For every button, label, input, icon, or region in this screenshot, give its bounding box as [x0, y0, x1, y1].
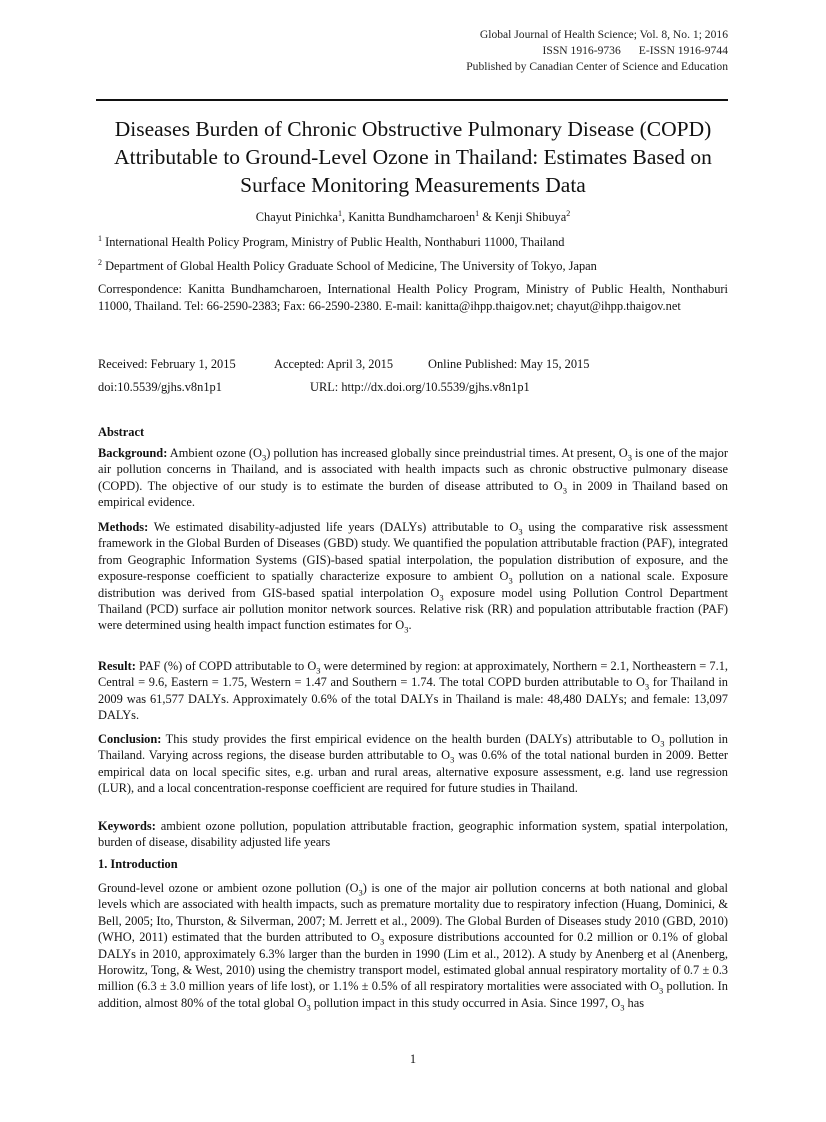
text-run: We estimated disability-adjusted life years (DALYs) attributable to O	[148, 520, 519, 534]
affiliation-marker: 2	[566, 208, 571, 218]
author: Kenji Shibuya	[495, 210, 567, 224]
subscript: 3	[262, 452, 267, 463]
text-run: for Thailand in 2009 was 61,577 DALYs. Approximately 0.6% of the total DALYs in Thailand is male: 48,480 DALYs; and female: 13,097 DALYs.	[98, 675, 728, 723]
subscript: 3	[379, 936, 385, 947]
subscript: 3	[439, 592, 444, 603]
introduction-paragraph	[98, 880, 728, 1011]
page-number: 1	[409, 1052, 417, 1066]
subscript: 3	[620, 1002, 625, 1013]
journal-header	[466, 27, 728, 75]
section-label: Keywords:	[98, 819, 156, 833]
author: Kanitta Bundhamcharoen	[348, 210, 476, 224]
text-run: Ambient ozone (O	[167, 446, 262, 460]
received-date: Received: February 1, 2015	[98, 357, 236, 371]
doi-url-link[interactable]: URL: http://dx.doi.org/10.5539/gjhs.v8n1p1	[310, 380, 530, 394]
author-separator: ,	[342, 210, 349, 224]
subscript: 3	[508, 575, 513, 586]
abstract-background	[98, 445, 728, 511]
text-run: exposure model using Pollution Control Department Thailand (PCD) surface air pollution monitor network sources. Relative risk (RR) and population attributable fraction (PAF) were determined using health impact function estimates for O	[98, 585, 728, 633]
accepted-date: Accepted: April 3, 2015	[274, 357, 394, 371]
text-run: using the comparative risk assessment framework in the Global Burden of Diseases (GBD) study. We quantified the population attributable fraction (PAF), integrated from Geographic Information Systems (GIS)-based spatial interpolation, the population distribution of exposure, and the exposure-response coefficient to spatially characterize exposure to ambient O	[98, 520, 728, 584]
text-run: .	[408, 618, 412, 633]
keywords-text: ambient ozone pollution, population attributable fraction, geographic information system, spatial interpolation, burden of disease, disability adjusted life years	[98, 819, 728, 850]
subscript: 3	[358, 887, 363, 898]
publication-dates	[98, 356, 728, 372]
affiliation-marker: 1	[475, 208, 480, 218]
section-label: Result:	[98, 659, 136, 673]
text-run: exposure distributions accounted for 0.2 million or 0.1% of global DALYs in 2010, approximately 6.3% larger than the burden in 1990 (Lim et al., 2012). A study by Anenberg et al (Anenberg, Horowitz, Tong, & West, 2010) using the chemistry transport model, estimated global annual respiratory mortality of 0.7 ± 0.3 million (6.3 ± 3.0 million years of life lost), or 1.1% ± 0.5% of all respiratory mortalities were associated with O	[98, 930, 729, 994]
affiliation-text: International Health Policy Program, Ministry of Public Health, Nonthaburi 11000, Thailand	[102, 235, 565, 249]
author-separator: &	[479, 210, 496, 224]
subscript: 3	[660, 738, 665, 749]
affiliation	[98, 258, 728, 274]
subscript: 3	[627, 452, 632, 463]
paper-title	[98, 115, 728, 199]
text-run: were determined by region: at approximately, Northern = 2.1, Northeastern = 7.1, Central = 9.6, Eastern = 1.75, Western = 1.47 and Southern = 1.74. The total COPD burden attributable to O	[98, 659, 729, 690]
journal-citation: Global Journal of Health Science; Vol. 8, No. 1; 2016	[479, 28, 728, 41]
affiliation-marker: 2	[98, 257, 102, 267]
affiliation-marker: 1	[338, 208, 342, 218]
subscript: 3	[518, 526, 523, 537]
affiliation-marker: 1	[98, 233, 102, 243]
abstract-result	[98, 658, 728, 724]
title-line: Surface Monitoring Measurements Data	[240, 173, 586, 197]
author-list	[98, 209, 728, 225]
subscript: 3	[562, 485, 567, 496]
section-heading-introduction: 1. Introduction	[98, 857, 178, 871]
section-label: Methods:	[98, 520, 149, 534]
issn-line	[466, 43, 728, 59]
published-date: Online Published: May 15, 2015	[428, 357, 590, 371]
eissn: E-ISSN 1916-9744	[638, 44, 728, 57]
text-run: has	[624, 995, 645, 1010]
doi: doi:10.5539/gjhs.v8n1p1	[98, 380, 222, 394]
subscript: 3	[404, 624, 409, 635]
publisher: Published by Canadian Center of Science and Education	[466, 60, 728, 73]
section-label: Background:	[98, 446, 168, 460]
text-run: pollution impact in this study occurred in Asia. Since 1997, O	[310, 995, 621, 1010]
text-run: in 2009 in Thailand based on empirical evidence.	[98, 478, 728, 510]
text-run: ) pollution has increased globally since preindustrial times. At present, O	[266, 446, 628, 460]
subscript: 3	[450, 754, 455, 765]
text-run: pollution on a national scale. Exposure distribution was derived from GIS-based spatial interpolation O	[98, 569, 728, 600]
doi-line	[98, 379, 728, 395]
affiliation-text: Department of Global Health Policy Graduate School of Medicine, The University of Tokyo, Japan	[102, 259, 597, 273]
text-run: pollution. In addition, almost 80% of the total global O	[98, 979, 728, 1010]
text-run: Ground-level ozone or ambient ozone pollution (O	[98, 881, 359, 895]
text-run: This study provides the first empirical evidence on the health burden (DALYs) attributable to O	[161, 732, 661, 746]
issn: ISSN 1916-9736	[542, 44, 621, 57]
abstract-methods	[98, 519, 728, 634]
text-run: ) is one of the major air pollution concerns at both national and global levels which are associated with health impacts, such as premature mortality due to respiratory infection (Huang, Dominici, & Bell, 2005; Ito, Thurston, & Silverman, 2007; M. Jerrett et al., 2009). The Global Burden of Diseases study 2010 (GBD, 2010) (WHO, 2011) estimated that the burden attributed to O	[98, 881, 728, 945]
text-run: PAF (%) of COPD attributable to O	[135, 659, 317, 673]
author: Chayut Pinichka	[255, 210, 338, 224]
text-run: was 0.6% of the total national burden in 2009. Better empirical data on local specific sites, e.g. urban and rural areas, alternative exposure assessment, e.g. land use regression (LUR), and a local concentration-response coefficient are required for future studies in Thailand.	[98, 748, 728, 796]
text-run: pollution in Thailand. Varying across regions, the disease burden attributable to O	[98, 732, 728, 763]
abstract-heading: Abstract	[98, 425, 145, 439]
subscript: 3	[306, 1002, 311, 1013]
subscript: 3	[316, 665, 321, 676]
keywords	[98, 818, 728, 851]
subscript: 3	[659, 985, 664, 996]
abstract-conclusion	[98, 731, 728, 797]
section-label: Conclusion:	[98, 732, 162, 746]
title-line: Attributable to Ground-Level Ozone in Thailand: Estimates Based on	[114, 145, 712, 169]
title-line: Diseases Burden of Chronic Obstructive Pulmonary Disease (COPD)	[114, 117, 712, 141]
affiliation	[98, 234, 728, 250]
header-rule	[96, 99, 728, 101]
text-run: is one of the major air pollution concerns in Thailand, and is associated with health impacts such as chronic obstructive pulmonary disease (COPD). The objective of our study is to estimate the burden of disease attributed to O	[98, 446, 728, 493]
subscript: 3	[644, 681, 650, 692]
correspondence: Correspondence: Kanitta Bundhamcharoen, International Health Policy Program, Ministry of Public Health, Nonthaburi 11000, Thailand. Tel: 66-2590-2383; Fax: 66-2590-2380. E-mail: kanitta@ihpp.thaigov.net; chayut@ihpp.thaigov.net	[98, 282, 728, 313]
